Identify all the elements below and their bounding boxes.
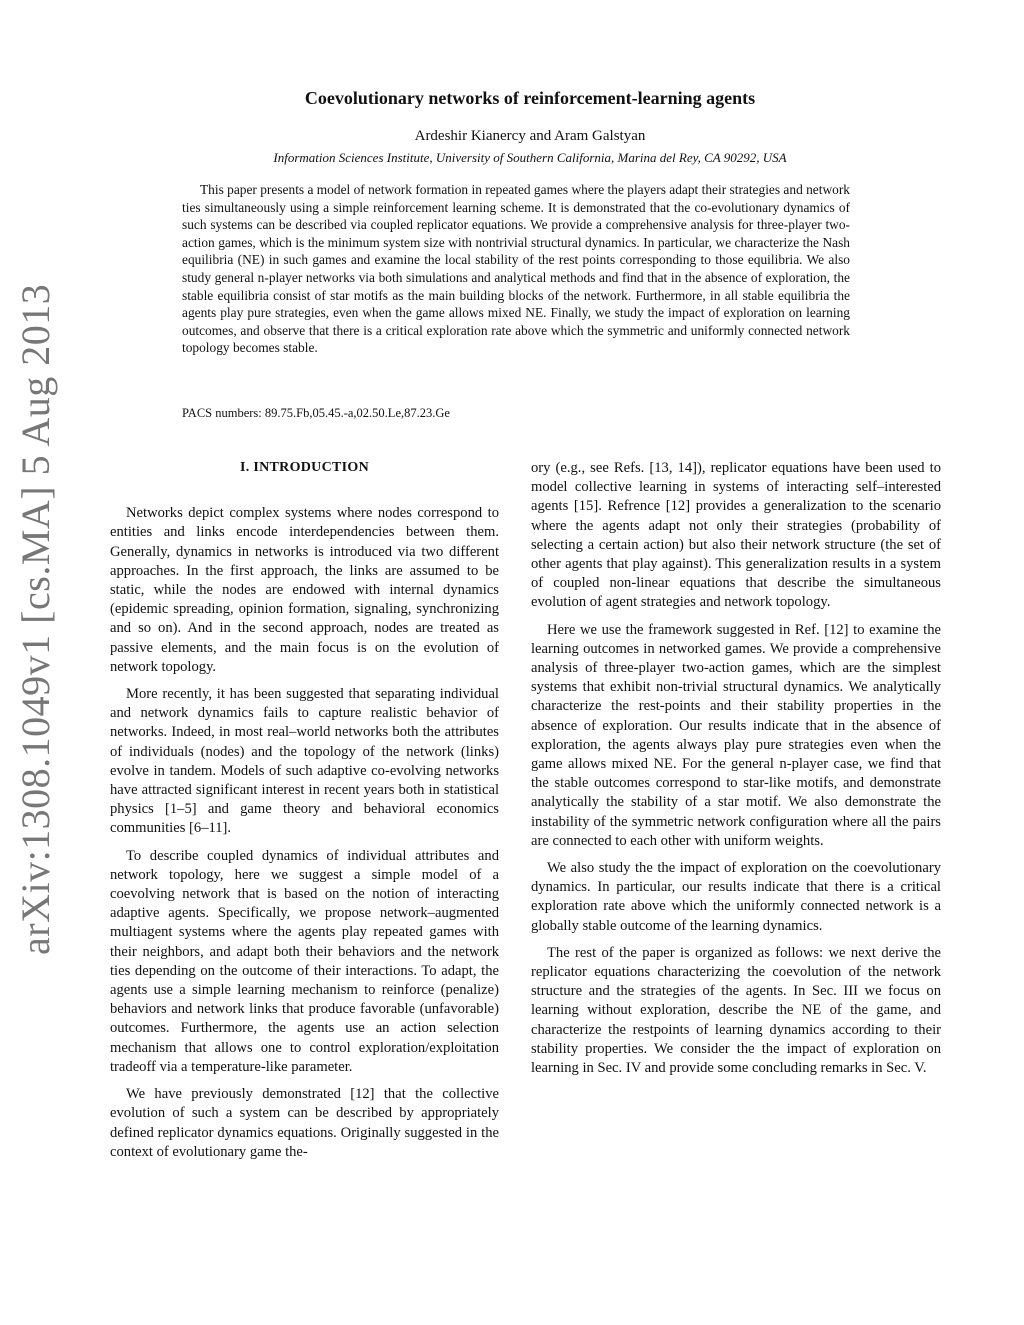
- arxiv-identifier[interactable]: arXiv:1308.1049v1 [cs.MA] 5 Aug 2013: [13, 283, 58, 955]
- left-column: [110, 458, 499, 1162]
- paragraph: We have previously demonstrated [12] that the collective evolution of such a system can be described by appropriately defined replicator dynamics equations. Originally suggested in the context of evolutionary game the-: [110, 1086, 499, 1160]
- section-heading: I. INTRODUCTION: [240, 460, 369, 475]
- pacs-numbers: PACS numbers: 89.75.Fb,05.45.-a,02.50.Le,87.23.Ge: [182, 406, 450, 420]
- affiliation: Information Sciences Institute, University of Southern California, Marina del Rey, CA 90292, USA: [273, 150, 787, 165]
- paragraph: We also study the the impact of exploration on the coevolutionary dynamics. In particular, our results indicate that there is a critical exploration rate above which the uniformly connected network is a globally stable outcome of the learning dynamics.: [531, 860, 941, 934]
- paragraph: Here we use the framework suggested in Ref. [12] to examine the learning outcomes in networked games. We provide a comprehensive analysis of three-player two-action games, which are the simplest systems that exhibit non-trivial structural dynamics. We analytically characterize the rest-points and their stability properties in the absence of exploration. Our results indicate that in the absence of exploration, the agents always play pure strategies even when the game allows mixed NE. For the general n-player case, we find that the stable outcomes correspond to star-like motifs, and demonstrate analytically the stability of a star motif. We also demonstrate the instability of the symmetric network configuration where all the pairs are connected to each other with uniform weights.: [531, 621, 941, 849]
- abstract: This paper presents a model of network formation in repeated games where the players adapt their strategies and network ties simultaneously using a simple reinforcement learning scheme. It is demonstrated that the co-evolutionary dynamics of such systems can be described via coupled replicator equations. We provide a comprehensive analysis for three-player two-action games, which is the minimum system size with nontrivial structural dynamics. In particular, we characterize the Nash equilibria (NE) in such games and examine the local stability of the rest points corresponding to those equilibria. We also study general n-player networks via both simulations and analytical methods and find that in the absence of exploration, the stable equilibria consist of star motifs as the main building blocks of the network. Furthermore, in all stable equilibria the agents play pure strategies, even when the game allows mixed NE. Finally, we study the impact of exploration on learning outcomes, and observe that there is a critical exploration rate above which the symmetric and uniformly connected network topology becomes stable.: [182, 182, 850, 356]
- paragraph: More recently, it has been suggested that separating individual and network dynamics fails to capture realistic behavior of networks. Indeed, in most real–world networks both the attributes of individuals (nodes) and the topology of the network (links) evolve in tandem. Models of such adaptive co-evolving networks have attracted significant interest in recent years both in statistical physics [1–5] and game theory and behavioral economics communities [6–11].: [110, 686, 499, 837]
- right-column: [531, 459, 941, 1078]
- paragraph: The rest of the paper is organized as follows: we next derive the replicator equations characterizing the coevolution of the network structure and the strategies of the agents. In Sec. III we focus on learning without exploration, describe the NE of the game, and characterize the restpoints of learning dynamics according to their stability properties. We consider the the impact of exploration on learning in Sec. IV and provide some concluding remarks in Sec. V.: [531, 944, 941, 1077]
- paragraph-continuation: ory (e.g., see Refs. [13, 14]), replicator equations have been used to model collective learning in systems of interacting self–interested agents [15]. Refrence [12] provides a generalization to the scenario where the agents adapt not only their strategies (probability of selecting a certain action) but also their network structure (the set of other agents that play against). This generalization results in a system of coupled non-linear equations that describe the simultaneous evolution of agent strategies and network topology.: [531, 460, 941, 611]
- authors: Ardeshir Kianercy and Aram Galstyan: [414, 128, 646, 144]
- paper-title: Coevolutionary networks of reinforcement-learning agents: [304, 88, 756, 108]
- paragraph: Networks depict complex systems where nodes correspond to entities and links encode interdependencies between them. Generally, dynamics in networks is introduced via two different approaches. In the first approach, the links are assumed to be static, while the nodes are endowed with internal dynamics (epidemic spreading, opinion formation, signaling, synchronizing and so on). And in the second approach, nodes are treated as passive elements, and the main focus is on the evolution of network topology.: [110, 505, 499, 675]
- paragraph: To describe coupled dynamics of individual attributes and network topology, here we suggest a simple model of a coevolving network that is based on the notion of interacting adaptive agents. Specifically, we propose network–augmented multiagent systems where the agents play repeated games with their neighbors, and adapt both their behaviors and the network ties depending on the outcome of their interactions. To adapt, the agents use a simple learning mechanism to reinforce (penalize) behaviors and network links that produce favorable (unfavorable) outcomes. Furthermore, the agents use an action selection mechanism that allows one to control exploration/exploitation tradeoff via a temperature-like parameter.: [110, 847, 499, 1075]
